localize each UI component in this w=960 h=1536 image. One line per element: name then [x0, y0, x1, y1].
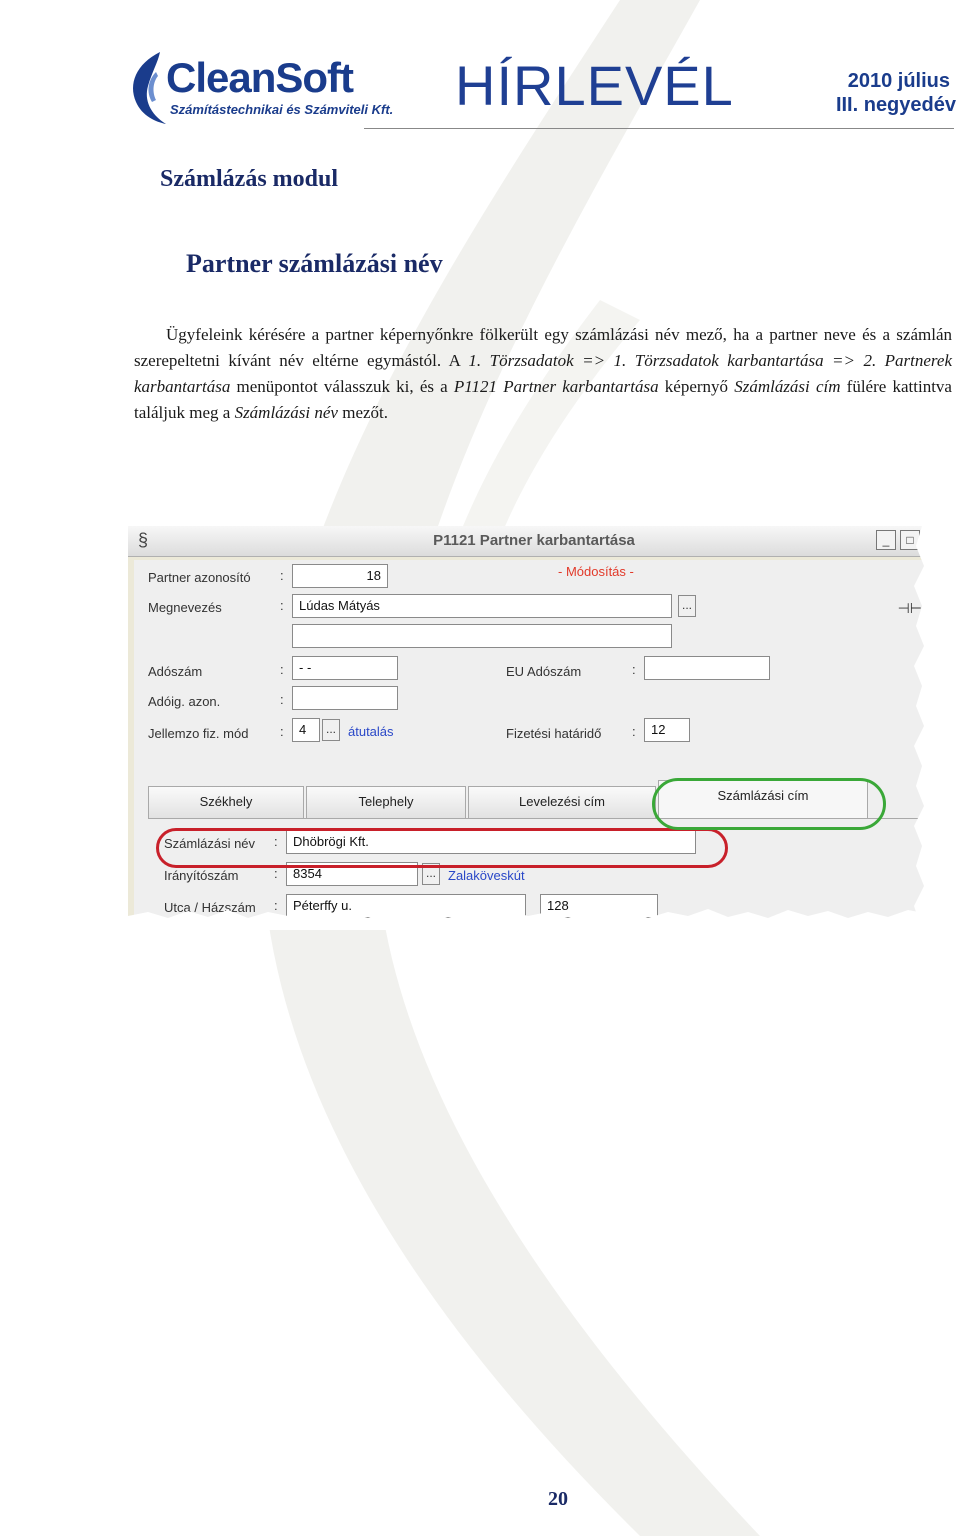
house-number-field[interactable]: 128	[540, 894, 658, 918]
billing-tab-highlight	[652, 778, 886, 830]
pay-mode-text: átutalás	[348, 724, 394, 739]
colon: :	[280, 692, 284, 707]
tax-auth-label: Adóig. azon.	[148, 694, 221, 709]
partner-id-label: Partner azonosító	[148, 570, 251, 585]
app-icon: §	[138, 530, 149, 550]
para-text: fülére kattintva találjuk meg a	[134, 377, 952, 422]
tab-levelezesi-cim[interactable]: Levelezési cím	[468, 786, 656, 818]
section-title: Partner számlázási név	[186, 249, 443, 278]
billing-name-field[interactable]: Dhöbrögi Kft.	[286, 830, 696, 854]
partner-screen-screenshot	[128, 526, 940, 930]
body-paragraph	[134, 322, 952, 426]
para-menu-path: 1. Törzsadatok => 1. Törzsadatok karbantartása => 2. Partnerek karbantartása	[134, 351, 952, 396]
tax-auth-field[interactable]	[292, 686, 398, 710]
colon: :	[280, 662, 284, 677]
tab-szamlazasi-cim[interactable]: Számlázási cím	[658, 780, 868, 818]
para-field-name: Számlázási név	[234, 403, 338, 422]
colon: :	[274, 898, 278, 913]
cleansoft-logo	[126, 50, 394, 126]
street-field[interactable]: Péterffy u.	[286, 894, 526, 918]
issue-date: 2010 július	[847, 70, 950, 92]
colon: :	[632, 724, 636, 739]
eu-tax-label: EU Adószám	[506, 664, 582, 679]
pay-mode-field[interactable]: 4	[292, 718, 320, 742]
tab-szekhely[interactable]: Székhely	[148, 786, 304, 818]
para-text: menüpontot válasszuk ki, és a	[230, 377, 454, 396]
tab-telephely[interactable]: Telephely	[306, 786, 466, 818]
name-lookup-button[interactable]: ...	[678, 595, 696, 617]
para-screen-name: P1121 Partner karbantartása	[453, 377, 659, 396]
name-label: Megnevezés	[148, 600, 222, 615]
name-field[interactable]: Lúdas Mátyás	[292, 594, 672, 618]
issue-quarter: III. negyedév	[835, 94, 956, 116]
window-titlebar	[128, 526, 940, 557]
street-label: Utca / Házszám	[164, 900, 256, 915]
city-text: Zalaköveskút	[448, 868, 525, 883]
minimize-icon[interactable]: _	[876, 530, 896, 550]
status-text: - Módosítás -	[558, 564, 634, 579]
torn-edge-right	[908, 526, 940, 930]
module-title: Számlázás modul	[160, 166, 339, 192]
zip-lookup-button[interactable]: ...	[422, 863, 440, 885]
colon: :	[280, 568, 284, 583]
header-rule	[364, 128, 954, 129]
page-number: 20	[548, 1488, 568, 1510]
pay-deadline-label: Fizetési határidő	[506, 726, 602, 741]
para-tab-name: Számlázási cím	[734, 377, 841, 396]
colon: :	[274, 866, 278, 881]
colon: :	[280, 598, 284, 613]
colon: :	[274, 834, 278, 849]
page-header	[0, 0, 960, 140]
colon: :	[632, 662, 636, 677]
para-text: Ügyfeleink kérésére a partner képernyőnkre fölkerült egy számlázási név mező, ha a partner neve és a számlán szerepeltetni kívánt név eltérne egymástól. A	[134, 325, 952, 370]
newsletter-title: HÍRLEVÉL	[455, 54, 734, 117]
tax-number-field[interactable]: - -	[292, 656, 398, 680]
zip-label: Irányítószám	[164, 868, 239, 883]
colon: :	[280, 724, 284, 739]
zip-field[interactable]: 8354	[286, 862, 418, 886]
logo-name: CleanSoft	[166, 54, 354, 101]
tax-number-label: Adószám	[148, 664, 203, 679]
torn-edge-bottom	[128, 906, 940, 930]
para-text: képernyő	[658, 377, 735, 396]
eu-tax-field[interactable]	[644, 656, 770, 680]
pay-mode-label: Jellemzo fiz. mód	[148, 726, 249, 741]
maximize-icon[interactable]: □	[900, 530, 920, 550]
billing-name-highlight	[156, 828, 728, 868]
pay-mode-lookup-button[interactable]: ...	[322, 719, 340, 741]
pin-icon[interactable]: ⊣⊢	[897, 600, 922, 616]
name2-field[interactable]	[292, 624, 672, 648]
pay-deadline-field[interactable]: 12	[644, 718, 690, 742]
billing-name-label: Számlázási név	[164, 836, 256, 851]
form-panel	[134, 560, 934, 930]
para-text: mezőt.	[337, 403, 389, 422]
window-title: P1121 Partner karbantartása	[433, 532, 635, 549]
logo-subtitle: Számítástechnikai és Számviteli Kft.	[170, 102, 394, 117]
partner-id-field[interactable]: 18	[292, 564, 388, 588]
